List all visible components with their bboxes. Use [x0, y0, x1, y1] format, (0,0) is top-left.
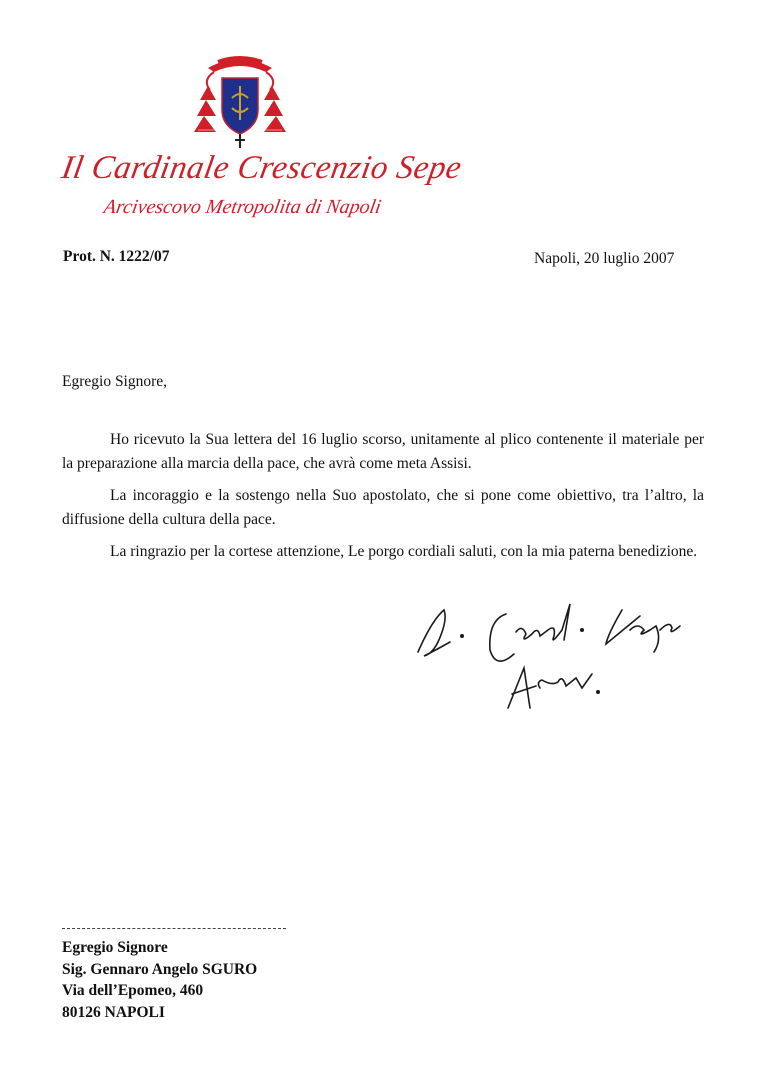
- recipient-line: Egregio Signore: [62, 939, 168, 956]
- handwritten-signature: [410, 590, 690, 730]
- letterhead-name: Il Cardinale Crescenzio Sepe: [58, 150, 465, 186]
- letter-date: Napoli, 20 luglio 2007: [534, 250, 675, 267]
- recipient-address: [62, 937, 257, 1023]
- recipient-street: Via dell’Epomeo, 460: [62, 982, 204, 999]
- protocol-number: Prot. N. 1222/07: [63, 248, 170, 265]
- body-paragraph: La ringrazio per la cortese attenzione, Le porgo cordiali saluti, con la mia paterna benedizione.: [110, 543, 698, 560]
- recipient-city: 80126 NAPOLI: [62, 1003, 165, 1021]
- salutation: Egregio Signore,: [62, 373, 168, 390]
- letterhead-title: Arcivescovo Metropolita di Napoli: [102, 196, 383, 218]
- body-paragraph: La incoraggio e la sostengo nella Suo apostolato, che si pone come obiettivo, tra l’altro, la diffusione della cultura della pace.: [62, 487, 704, 528]
- coat-of-arms-icon: [192, 50, 288, 150]
- address-divider: [62, 928, 286, 929]
- letter-body: [62, 428, 704, 572]
- recipient-name: Sig. Gennaro Angelo SGURO: [62, 960, 258, 978]
- body-paragraph: Ho ricevuto la Sua lettera del 16 luglio scorso, unitamente al plico contenente il materiale per la preparazione alla marcia della pace, che avrà come meta Assisi.: [62, 431, 704, 472]
